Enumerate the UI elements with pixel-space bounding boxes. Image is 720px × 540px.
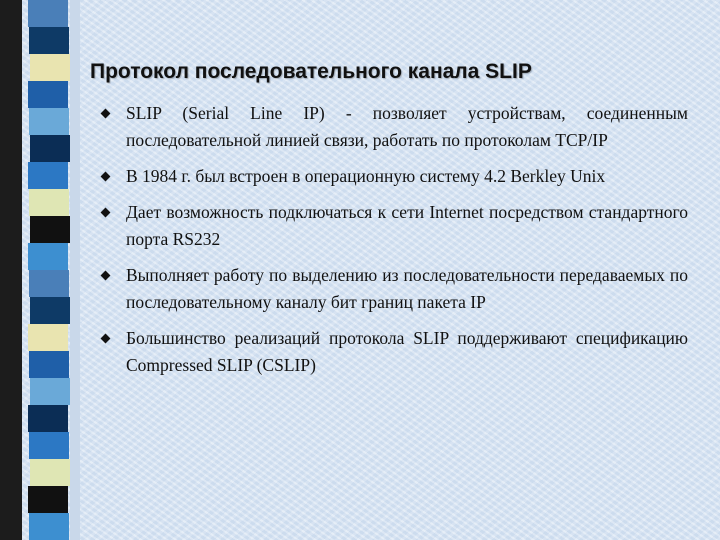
bullet-item	[100, 199, 688, 253]
strip-block	[29, 513, 69, 540]
strip-block	[28, 0, 68, 27]
bullet-text: Дает возможность подключаться к сети Internet посредством стандартного порта RS232	[126, 202, 688, 249]
strip-block	[30, 378, 70, 405]
bullet-text: В 1984 г. был встроен в операционную систему 4.2 Berkley Unix	[126, 166, 606, 186]
strip-block	[28, 243, 68, 270]
bullet-item	[100, 325, 688, 379]
bullet-diamond-icon	[101, 109, 111, 119]
bullet-text: Большинство реализаций протокола SLIP поддерживают спецификацию Compressed SLIP (CSLIP)	[126, 328, 688, 375]
strip-block	[30, 216, 70, 243]
bullet-diamond-icon	[101, 334, 111, 344]
strip-block	[28, 405, 68, 432]
strip-block	[30, 54, 70, 81]
slide-title: Протокол последовательного канала SLIP	[90, 60, 532, 83]
bullet-text: SLIP (Serial Line IP) - позволяет устройствам, соединенным последовательной линией связи, работать по протоколам TCP/IP	[126, 103, 688, 150]
strip-block	[29, 189, 69, 216]
strip-dark-edge	[0, 0, 22, 540]
strip-block	[29, 27, 69, 54]
bullet-item	[100, 163, 688, 190]
bullet-list	[100, 100, 688, 388]
bullet-diamond-icon	[101, 208, 111, 218]
strip-block	[29, 270, 69, 297]
strip-block	[29, 351, 69, 378]
strip-light-edge	[70, 0, 80, 540]
bullet-item	[100, 262, 688, 316]
strip-block	[29, 108, 69, 135]
strip-block	[28, 486, 68, 513]
strip-block	[30, 297, 70, 324]
bullet-diamond-icon	[101, 172, 111, 182]
strip-block	[30, 135, 70, 162]
strip-block	[30, 459, 70, 486]
bullet-diamond-icon	[101, 271, 111, 281]
strip-block	[28, 81, 68, 108]
decorative-strip	[0, 0, 80, 540]
strip-block	[28, 162, 68, 189]
strip-block	[29, 432, 69, 459]
bullet-item	[100, 100, 688, 154]
strip-block	[28, 324, 68, 351]
bullet-text: Выполняет работу по выделению из последовательности передаваемых по последовательному каналу бит границ пакета IP	[126, 265, 688, 312]
